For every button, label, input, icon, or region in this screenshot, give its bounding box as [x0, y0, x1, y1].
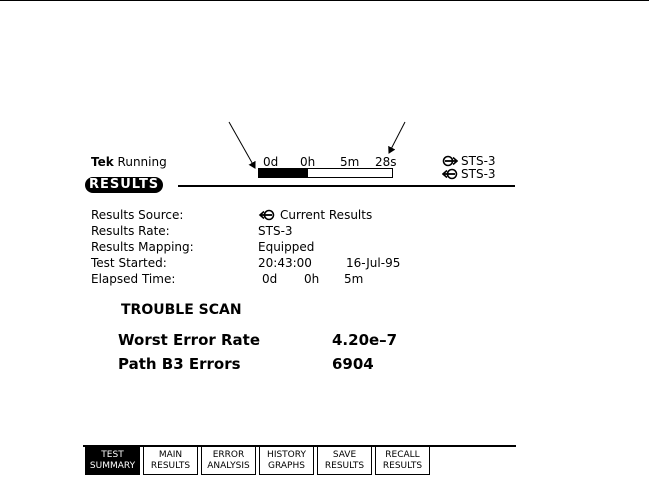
results-source-value [258, 207, 372, 223]
results-source-label: Results Source: [91, 208, 184, 222]
elapsed-days: 0d [263, 155, 279, 169]
test-started-label: Test Started: [91, 256, 167, 270]
softkey-line2: RESULTS [324, 460, 365, 471]
progress-fill [259, 169, 308, 177]
results-mapping-label: Results Mapping: [91, 240, 194, 254]
softkey-line1: RECALL [385, 449, 420, 460]
test-started-date: 16-Jul-95 [346, 256, 401, 270]
arrow-to-progress-bar [229, 122, 255, 168]
softkey-main-results[interactable] [143, 447, 198, 475]
softkey-history-graphs[interactable] [259, 447, 314, 475]
test-started-time: 20:43:00 [258, 256, 312, 270]
rx-port-label: STS-3 [461, 167, 496, 181]
softkey-recall-results[interactable] [375, 447, 430, 475]
arrow-to-elapsed-seconds [389, 122, 405, 153]
elapsed-time-days: 0d [262, 272, 278, 286]
receive-arrow-icon [442, 168, 458, 180]
tx-port [442, 154, 496, 168]
elapsed-hours: 0h [300, 155, 316, 169]
path-b3-errors-label: Path B3 Errors [118, 355, 241, 373]
softkey-error-analysis[interactable] [201, 447, 256, 475]
results-mapping-value: Equipped [258, 240, 315, 254]
softkey-line1: HISTORY [267, 449, 306, 460]
softkey-line1: ERROR [212, 449, 245, 460]
softkey-line2: GRAPHS [268, 460, 305, 471]
elapsed-time-label: Elapsed Time: [91, 272, 176, 286]
softkey-line1: SAVE [332, 449, 357, 460]
softkey-bar [85, 447, 433, 475]
elapsed-time-hours: 0h [304, 272, 320, 286]
test-progress-bar [258, 168, 393, 178]
softkey-line2: RESULTS [150, 460, 191, 471]
softkey-line2: ANALYSIS [207, 460, 250, 471]
brand-label: Tek [91, 155, 114, 169]
worst-error-rate-label: Worst Error Rate [118, 331, 261, 349]
results-source-text: Current Results [280, 208, 373, 222]
status-label: Running [117, 155, 167, 169]
softkey-line2: RESULTS [382, 460, 423, 471]
status-line [91, 155, 167, 169]
trouble-scan-title: TROUBLE SCAN [121, 302, 242, 318]
path-b3-errors-value: 6904 [332, 355, 374, 373]
worst-error-rate-value: 4.20e–7 [332, 331, 398, 349]
left-arrow-icon [258, 209, 276, 221]
tx-port-label: STS-3 [461, 154, 496, 168]
softkey-test-summary[interactable] [85, 447, 140, 475]
elapsed-minutes: 5m [340, 155, 360, 169]
results-tab[interactable]: RESULTS [85, 177, 163, 193]
softkey-save-results[interactable] [317, 447, 372, 475]
results-divider [178, 185, 515, 187]
softkey-line1: MAIN [158, 449, 183, 460]
elapsed-seconds: 28s [375, 155, 397, 169]
results-rate-value: STS-3 [258, 224, 293, 238]
transmit-arrow-icon [442, 155, 458, 167]
rx-port [442, 167, 496, 181]
softkey-line2: SUMMARY [89, 460, 136, 471]
elapsed-time-minutes: 5m [344, 272, 364, 286]
results-rate-label: Results Rate: [91, 224, 170, 238]
softkey-line1: TEST [101, 449, 124, 460]
